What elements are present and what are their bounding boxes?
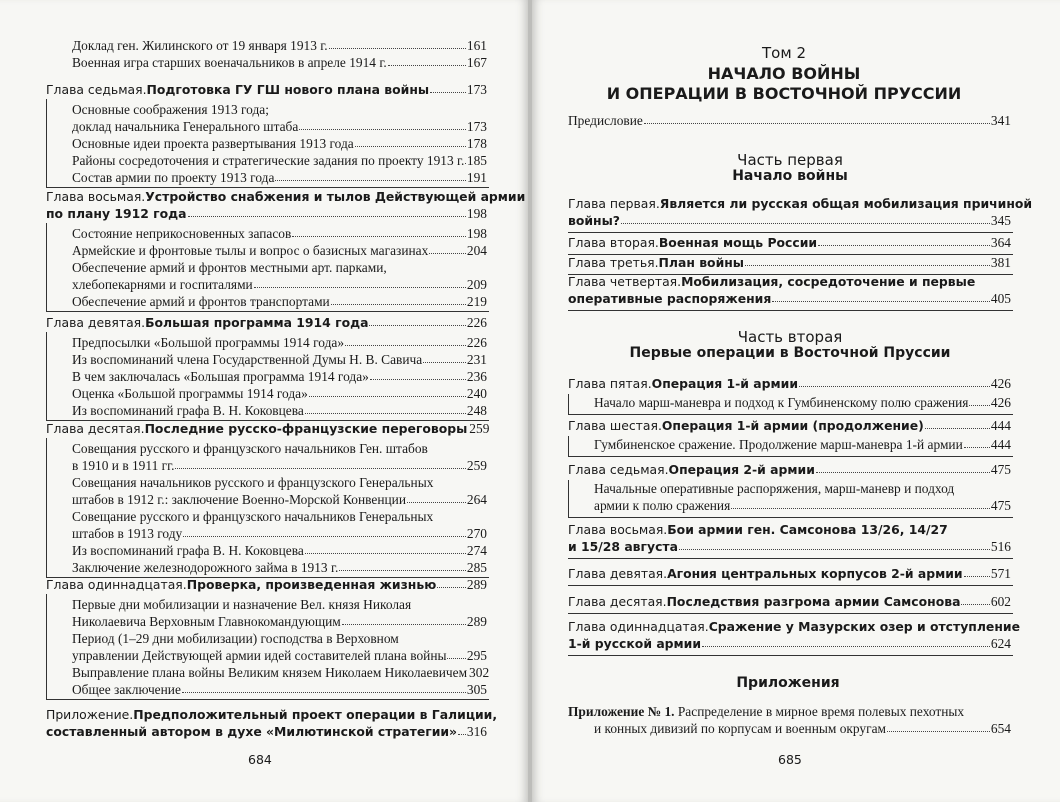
chapter-title: Предположительный проект операции в Галиции, [133,707,498,722]
section-rule [568,655,1013,656]
subsection-entry [594,395,1011,411]
subsection-entry [72,243,487,259]
chapter-label: Глава четвертая. [568,274,682,289]
page-number: 270 [466,526,487,541]
entry-text: Заключение железнодорожного займа в 1913 г. [72,560,339,575]
page-number: 475 [990,498,1011,513]
chapter-label: Глава восьмая. [568,522,668,537]
leader-dots [305,543,466,554]
chapter-title: Операция 1-й армии [651,376,799,391]
chapter-heading [568,291,1011,307]
subsection-entry [72,543,487,559]
bracket-line [46,99,47,187]
appendices-title: Приложения [736,675,840,691]
leader-dots [465,153,466,164]
page-number: 248 [466,403,487,418]
page-number: 302 [469,665,490,680]
chapter-block [46,332,47,420]
page-number: 173 [466,119,487,134]
entry-text: армии к полю сражения [594,498,731,513]
leader-dots [437,577,466,588]
chapter-block [46,594,47,699]
bracket-line [46,223,47,311]
leader-dots [731,498,990,509]
entry-text: Военная игра старших военачальников в апреле 1914 г. [72,55,387,70]
page-number: 341 [990,113,1011,128]
subsection-entry [72,369,487,385]
leader-dots [925,418,990,429]
chapter-heading [568,376,1011,392]
entry-text: Из воспоминаний графа В. Н. Коковцева [72,403,304,418]
page-number: 602 [990,594,1011,609]
entry-text: доклад начальника Генерального штаба [72,119,299,134]
leader-dots [887,721,990,732]
entry-text: и конных дивизий по корпусам и военным округам [594,721,887,736]
leader-dots [388,55,466,66]
chapter-title: Является ли русская общая мобилизация причиной [659,196,1033,211]
bracket-line [46,438,47,577]
leader-dots [430,82,466,93]
entry-text: Состав армии по проекту 1913 года [72,170,275,185]
chapter-title: Сражение у Мазурских озер и отступление [708,619,1020,634]
part-label: Часть вторая [737,328,843,346]
page-number: 185 [466,153,487,168]
entry-text: Начало марш-маневра и подход к Гумбиненскому полю сражения [594,395,969,410]
chapter-title: 1-й русской армии [568,636,702,651]
chapter-heading [46,206,487,222]
subsection-entry [72,682,487,698]
subsection-entry [72,55,487,71]
bracket-line [46,311,489,312]
chapter-label: Глава одиннадцатая. [46,577,187,592]
entry-text: управлении Действующей армии идей составителей плана войны [72,648,447,663]
chapter-heading [46,315,487,331]
bracket-line [568,394,569,414]
subsection-entry [72,119,487,135]
leader-dots [342,614,466,625]
leader-dots [964,566,990,577]
leader-dots [305,403,466,414]
subsection-entry [72,136,487,152]
page-number: 173 [466,82,487,97]
chapter-heading [46,82,487,98]
chapter-title: Последние русско-французские переговоры [144,421,468,436]
chapter-heading [568,255,1011,271]
bracket-line [46,699,489,700]
chapter-block [46,223,47,311]
subsection-entry [72,352,487,368]
page-folio: 684 [248,752,272,767]
preface-entry [568,113,1011,129]
entry-text: хлебопекарнями и госпиталями [72,277,253,292]
entry-text: штабов в 1913 году [72,526,183,541]
page-number: 236 [466,369,487,384]
leader-dots [254,277,466,288]
section-rule [568,585,1013,586]
appendix-heading [46,707,498,723]
chapter-label: Глава одиннадцатая. [568,619,709,634]
appendix-text: Распределение в мирное время полевых пехотных [677,704,965,719]
leader-dots [329,38,466,49]
page-number: 219 [466,294,487,309]
page-number: 274 [466,543,487,558]
right-page [532,0,1060,802]
page-number: 381 [990,255,1011,270]
entry-text: Состояние неприкосновенных запасов [72,226,292,241]
entry-text: В чем заключалась «Большая программа 1914 года» [72,369,369,384]
page-number: 345 [990,213,1011,228]
leader-dots [458,724,466,735]
page-number: 204 [466,243,487,258]
page-number: 316 [466,724,487,739]
subsection-entry: Период (1–29 дни мобилизации) господства в Верховном [72,631,399,646]
leader-dots [370,369,466,380]
chapter-title: Агония центральных корпусов 2-й армии [667,566,963,581]
page-number: 167 [466,55,487,70]
volume-title: НАЧАЛО ВОЙНЫ [707,64,861,83]
page-number: 295 [466,648,487,663]
entry-text: Выправление плана войны Великим князем Николаем Николаевичем [72,665,468,680]
page-number: 191 [466,170,487,185]
leader-dots [275,170,466,181]
subsection-entry [72,648,487,664]
subsection-entry: Совещание русского и французского начальников Генеральных [72,509,434,524]
subsection-entry [72,153,487,169]
chapter-label: Глава пятая. [568,376,652,391]
entry-text: Оценка «Большой программы 1914 года» [72,386,308,401]
leader-dots [621,213,990,224]
page-number: 426 [990,395,1011,410]
page-number: 285 [466,560,487,575]
leader-dots [331,294,466,305]
entry-text: Николаевича Верховным Главнокомандующим [72,614,341,629]
chapter-title: Последствия разгрома армии Самсонова [666,594,961,609]
page-number: 426 [990,376,1011,391]
section-rule [568,310,1013,311]
entry-text: Армейские и фронтовые тылы и вопрос о базисных магазинах [72,243,429,258]
volume-number: Том 2 [762,44,806,62]
leader-dots [818,235,990,246]
chapter-label: Глава восьмая. [46,189,146,204]
chapter-label: Глава седьмая. [46,82,147,97]
leader-dots [183,526,466,537]
chapter-block [46,99,47,187]
chapter-title: составленный автором в духе «Милютинской стратегии» [46,724,458,739]
entry-text: Обеспечение армий и фронтов транспортами [72,294,330,309]
chapter-heading [568,462,1011,478]
leader-dots [964,437,990,448]
leader-dots [702,636,990,647]
leader-dots [447,648,465,659]
chapter-title: Военная мощь России [658,235,818,250]
page-number: 305 [466,682,487,697]
page-number: 624 [990,636,1011,651]
chapter-heading [568,566,1011,582]
page-number: 198 [466,226,487,241]
chapter-label: Приложение. [46,707,134,722]
subsection-entry [72,492,487,508]
chapter-label: Глава девятая. [568,566,668,581]
chapter-title: и 15/28 августа [568,539,678,554]
appendix-entry [594,721,1011,737]
page-number: 444 [990,418,1011,433]
subsection-entry [72,386,487,402]
bracket-line [46,332,47,420]
chapter-heading [568,196,1033,212]
entry-text: Общее заключение [72,682,181,697]
subsection-entry: Начальные оперативные распоряжения, марш-маневр и подход [594,481,955,496]
entry-text: Предпосылки «Большой программы 1914 года» [72,335,345,350]
chapter-heading [568,539,1011,555]
entry-text: Районы сосредоточения и стратегические задания по проекту 1913 г. [72,153,465,168]
leader-dots [175,458,465,469]
entry-text: штабов в 1912 г.: заключение Военно-Морской Конвенции [72,492,406,507]
chapter-label: Глава девятая. [46,315,146,330]
part-title: Начало войны [732,168,848,184]
page-number: 289 [466,577,487,592]
subsection-entry [72,665,490,681]
chapter-heading [568,636,1011,652]
subsection-entry: Основные соображения 1913 года; [72,102,269,117]
page-number: 654 [990,721,1011,736]
part-label: Часть первая [737,151,843,169]
chapter-heading [568,594,1011,610]
section-rule [568,414,1013,415]
page-number: 178 [466,136,487,151]
leader-dots [799,376,990,387]
page-number: 364 [990,235,1011,250]
subsection-entry: Совещания начальников русского и французского Генеральных [72,475,434,490]
page-number: 289 [466,614,487,629]
leader-dots [339,560,466,571]
chapter-title: Большая программа 1914 года [145,315,369,330]
chapter-title: Подготовка ГУ ГШ нового плана войны [146,82,430,97]
entry-text: Основные идеи проекта развертывания 1913 года [72,136,354,151]
subsection-entry [594,498,1011,514]
chapter-title: оперативные распоряжения [568,291,772,306]
chapter-title: Устройство снабжения и тылов Действующей армии [145,189,526,204]
entry-text: Доклад ген. Жилинского от 19 января 1913 г. [72,38,328,53]
entry-text: Из воспоминаний графа В. Н. Коковцева [72,543,304,558]
chapter-label: Глава седьмая. [568,462,669,477]
entry-text: Предисловие [568,113,643,128]
chapter-title: по плану 1912 года [46,206,187,221]
appendix-entry [568,704,964,720]
subsection-entry [72,38,487,54]
leader-dots [961,594,989,605]
subsection-entry [72,226,487,242]
page-number: 209 [466,277,487,292]
subsection-entry: Совещания русского и французского начальников Ген. штабов [72,441,428,456]
appendix-label: Приложение № 1. [568,704,678,719]
section-rule [568,456,1013,457]
chapter-heading [46,189,526,205]
subsection-entry [72,335,487,351]
bracket-line [46,187,489,188]
chapter-title: Бои армии ген. Самсонова 13/26, 14/27 [667,522,948,537]
page-number: 571 [990,566,1011,581]
chapter-label: Глава десятая. [568,594,667,609]
entry-text: Гумбиненское сражение. Продолжение марш-маневра 1-й армии [594,437,963,452]
leader-dots [644,113,990,124]
page-number: 231 [466,352,487,367]
chapter-title: Операция 2-й армии [668,462,815,477]
page-number: 405 [990,291,1011,306]
subsection-entry [72,277,487,293]
subsection-entry [72,614,487,630]
entry-text: в 1910 и в 1911 гг. [72,458,175,473]
subsection-entry [72,170,487,186]
chapter-block [46,438,47,577]
subsection-entry [72,526,487,542]
chapter-title: Проверка, произведенная жизнью [186,577,437,592]
page-number: 240 [466,386,487,401]
page-folio: 685 [778,752,802,767]
chapter-label: Глава шестая. [568,418,662,433]
leader-dots [369,315,465,326]
leader-dots [182,682,466,693]
page-number: 259 [466,458,487,473]
chapter-heading [46,421,490,437]
bracket-line [568,480,569,517]
chapter-label: Глава первая. [568,196,660,211]
subsection-entry: Обеспечение армий и фронтов местными арт. парками, [72,260,387,275]
bracket-line [46,594,47,699]
section-rule [568,232,1013,233]
subsection-entry [72,403,487,419]
leader-dots [816,462,990,473]
leader-dots [345,335,466,346]
subsection-entry [594,437,1011,453]
chapter-title: Операция 1-й армии (продолжение) [661,418,924,433]
page-number: 264 [466,492,487,507]
leader-dots [423,352,466,363]
chapter-heading [568,213,1011,229]
page-number: 198 [466,206,487,221]
entry-text: Из воспоминаний члена Государственной Думы Н. В. Савича [72,352,423,367]
chapter-heading [46,577,487,593]
chapter-heading [568,235,1011,251]
leader-dots [745,255,990,266]
section-rule [568,558,1013,559]
leader-dots [355,136,466,147]
part-title: Первые операции в Восточной Пруссии [629,345,951,361]
chapter-label: Глава десятая. [46,421,145,436]
bracket-line [568,436,569,456]
leader-dots [299,119,466,130]
chapter-heading [568,418,1011,434]
leader-dots [772,291,990,302]
page-number: 259 [469,421,490,436]
chapter-heading [568,619,1020,635]
page-number: 226 [466,335,487,350]
chapter-heading [568,274,1011,290]
section-rule [568,613,1013,614]
left-page [0,0,528,802]
chapter-title: План войны [658,255,745,270]
leader-dots [407,492,466,503]
page-number: 226 [466,315,487,330]
chapter-title: войны? [568,213,620,228]
subsection-entry [72,294,487,310]
leader-dots [309,386,466,397]
section-rule [568,517,1013,518]
chapter-title: Мобилизация, сосредоточение и первые [681,274,976,289]
subsection-entry: Первые дни мобилизации и назначение Вел. князя Николая [72,597,412,612]
page-number: 444 [990,437,1011,452]
page-number: 516 [990,539,1011,554]
appendix-heading [46,724,487,740]
subsection-entry [72,458,487,474]
leader-dots [679,539,990,550]
leader-dots [188,206,466,217]
leader-dots [969,395,989,406]
leader-dots [292,226,466,237]
page-number: 161 [466,38,487,53]
chapter-label: Глава третья. [568,255,659,270]
page-number: 475 [990,462,1011,477]
subsection-entry [72,560,487,576]
chapter-label: Глава вторая. [568,235,659,250]
chapter-heading [568,522,1011,538]
volume-title: И ОПЕРАЦИИ В ВОСТОЧНОЙ ПРУССИИ [606,84,962,103]
leader-dots [429,243,466,254]
